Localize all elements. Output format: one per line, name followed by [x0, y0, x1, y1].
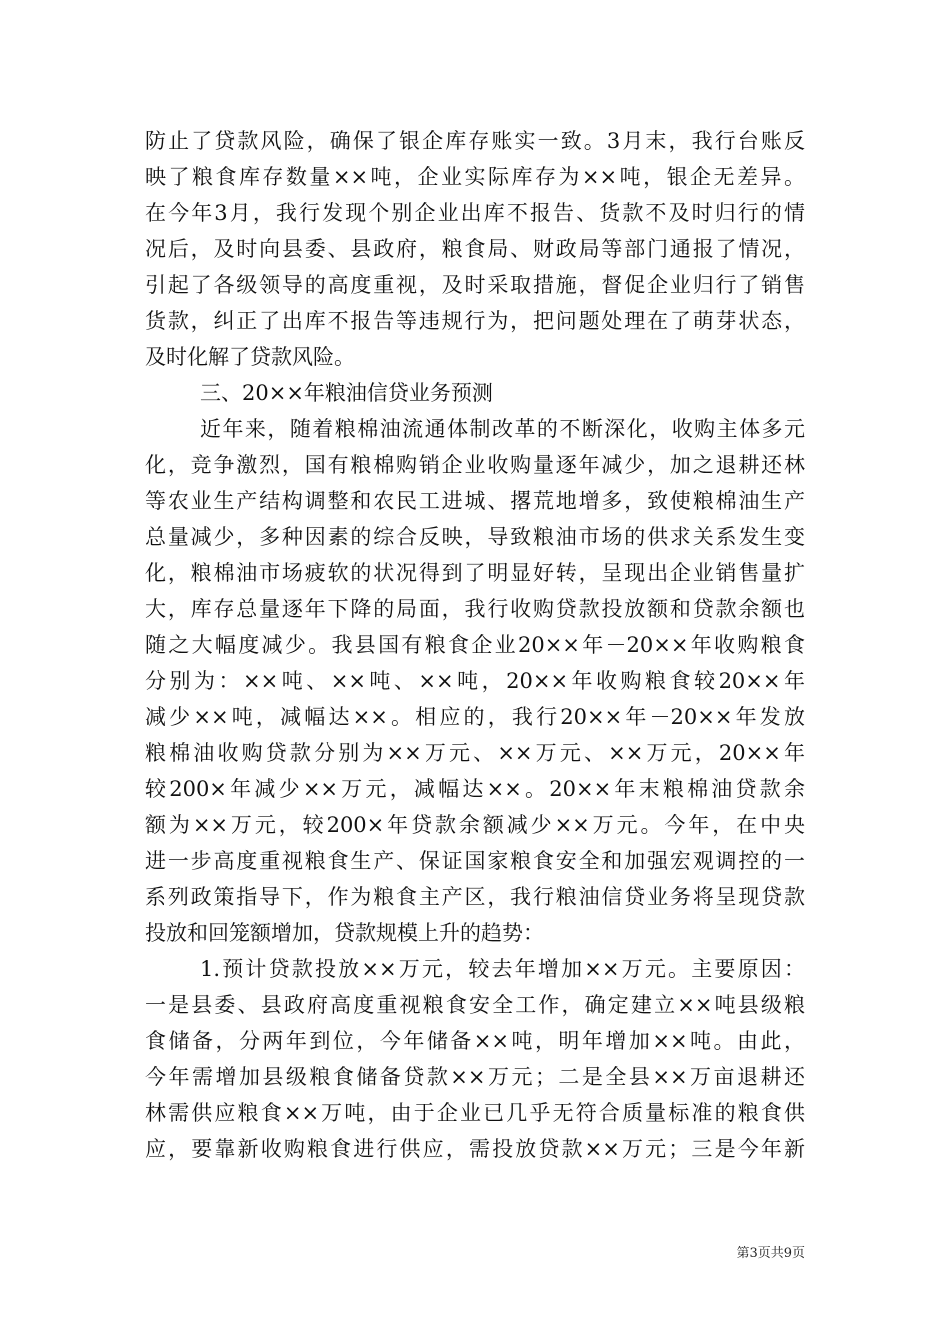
text-line: 在今年3月，我行发现个别企业出库不报告、货款不及时归行的情: [145, 201, 805, 225]
text-line: 食储备，分两年到位，今年储备××吨，明年增加××吨。由此，: [145, 1029, 805, 1053]
text-line: 一是县委、县政府高度重视粮食安全工作，确定建立××吨县级粮: [145, 993, 805, 1017]
text-line: 林需供应粮食××万吨，由于企业已几乎无符合质量标准的粮食供: [145, 1101, 805, 1125]
text-line: 映了粮食库存数量××吨，企业实际库存为××吨，银企无差异。: [145, 165, 805, 189]
text-line: 投放和回笼额增加，贷款规模上升的趋势：: [145, 921, 544, 945]
text-line: 化，竞争激烈，国有粮棉购销企业收购量逐年减少，加之退耕还林: [145, 453, 805, 477]
text-line: 化，粮棉油市场疲软的状况得到了明显好转，呈现出企业销售量扩: [145, 561, 805, 585]
text-line: 应，要靠新收购粮食进行供应，需投放贷款××万元；三是今年新: [145, 1137, 805, 1161]
text-line: 货款，纠正了出库不报告等违规行为，把问题处理在了萌芽状态，: [145, 309, 805, 333]
text-line: 进一步高度重视粮食生产、保证国家粮食安全和加强宏观调控的一: [145, 849, 805, 873]
text-line: 况后，及时向县委、县政府，粮食局、财政局等部门通报了情况，: [145, 237, 805, 261]
text-line: 1.预计贷款投放××万元，较去年增加××万元。主要原因：: [200, 957, 805, 981]
text-line: 及时化解了贷款风险。: [145, 345, 355, 369]
text-line: 分别为：××吨、××吨、××吨，20××年收购粮食较20××年: [145, 669, 805, 693]
text-line: 随之大幅度减少。我县国有粮食企业20××年－20××年收购粮食: [145, 633, 805, 657]
text-line: 较200×年减少××万元，减幅达××。20××年末粮棉油贷款余: [145, 777, 805, 801]
text-line: 今年需增加县级粮食储备贷款××万元；二是全县××万亩退耕还: [145, 1065, 805, 1089]
page-number: 第3页共9页: [736, 1246, 805, 1261]
text-line: 防止了贷款风险，确保了银企库存账实一致。3月末，我行台账反: [145, 129, 805, 153]
section-heading: 三、20××年粮油信贷业务预测: [200, 381, 493, 405]
text-line: 粮棉油收购贷款分别为××万元、××万元、××万元，20××年: [145, 741, 805, 765]
text-line: 系列政策指导下，作为粮食主产区，我行粮油信贷业务将呈现贷款: [145, 885, 805, 909]
text-line: 额为××万元，较200×年贷款余额减少××万元。今年，在中央: [145, 813, 805, 837]
text-line: 减少××吨，减幅达××。相应的，我行20××年－20××年发放: [145, 705, 805, 729]
text-line: 总量减少，多种因素的综合反映，导致粮油市场的供求关系发生变: [145, 525, 805, 549]
text-line: 引起了各级领导的高度重视，及时采取措施，督促企业归行了销售: [145, 273, 805, 297]
text-line: 大，库存总量逐年下降的局面，我行收购贷款投放额和贷款余额也: [145, 597, 805, 621]
text-line: 等农业生产结构调整和农民工进城、撂荒地增多，致使粮棉油生产: [145, 489, 805, 513]
text-line: 近年来，随着粮棉油流通体制改革的不断深化，收购主体多元: [200, 417, 805, 441]
